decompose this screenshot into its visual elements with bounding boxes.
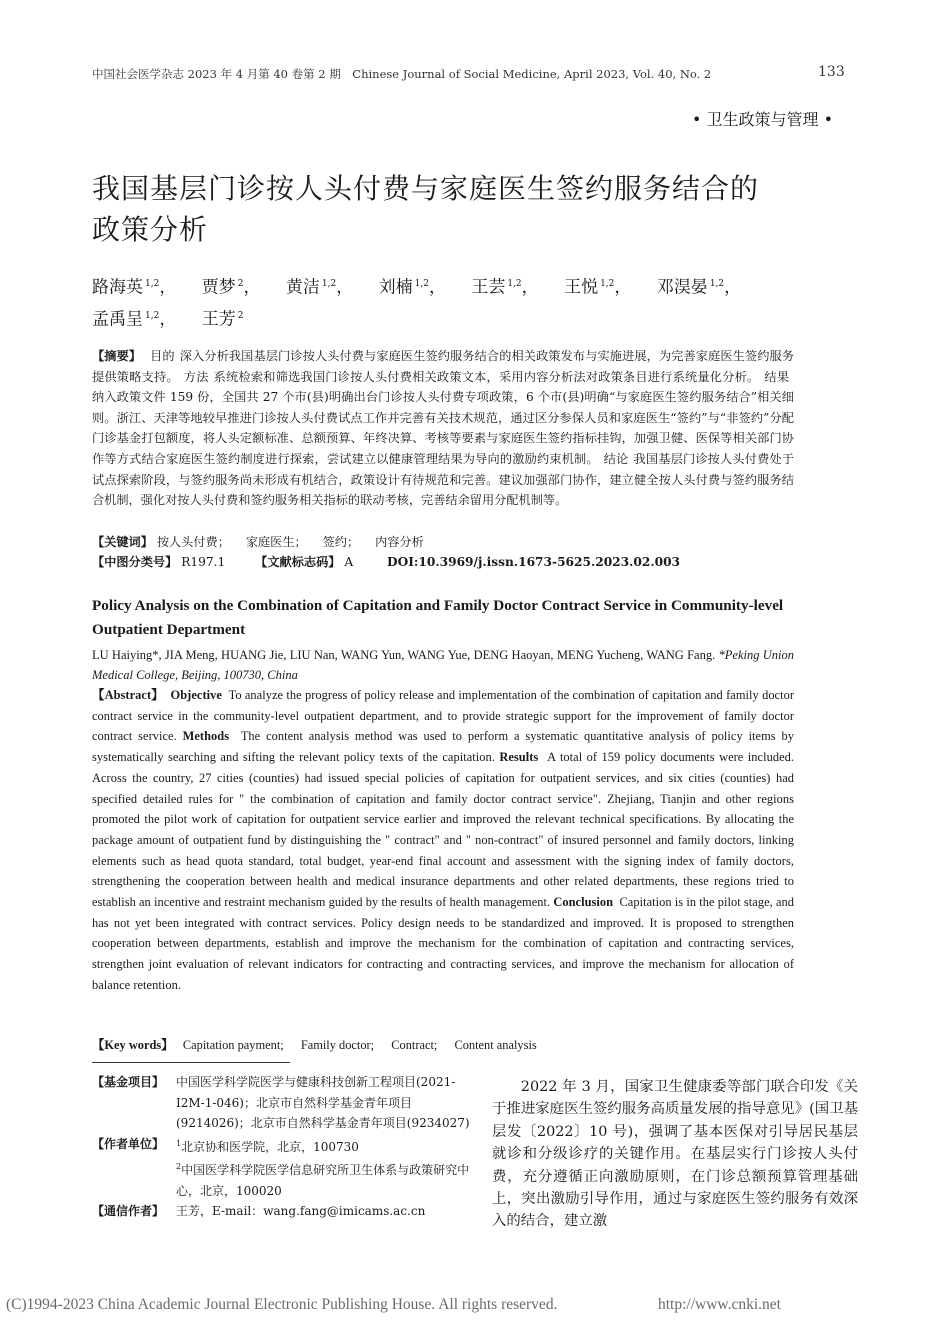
author: 路海英 $^{1,2}$， [92, 277, 177, 298]
cnki-link[interactable]: http://www.cnki.net [658, 1296, 781, 1313]
corresponding-author-note: 【通信作者】 王芳，E-mail：wang.fang@imicams.ac.cn [92, 1201, 472, 1222]
copyright-footer [6, 1296, 946, 1314]
abstract-cn: 【摘要】 目的 深入分析我国基层门诊按人头付费与家庭医生签约服务结合的相关政策发布与实施进展，为完善家庭医生签约服务提供策略支持。 方法 系统检索和筛选我国门诊按人头付费相关政策文本，采用内容分析法对政策条目进行系统量化分析。 结果纳入政策文件 159 份，全国共 27 个市(县)明确出台门诊按人头付费专项政策，6 个市(县)明确“与家庭医生签约服务结合”相关细则。浙江、天津等地较早推进门诊按人头付费试点工作并完善有关技术规范，通过区分参保人员和家庭医生“签约”与“非签约”分配门诊基金打包额度，将人头定额标准、总额预算、年终决算、考核等要素与家庭医生签约指标挂钩，加强卫健、医保等相关部门协作等方式结合家庭医生签约制度进行探索，尝试建立以健康管理结果为导向的激励约束机制。 结论 我国基层门诊按人头付费处于试点探索阶段，与签约服务尚未形成有机结合，政策设计有待规范和完善。建议加强部门协作，建立健全按人头付费与签约服务结合机制，强化对按人头付费和签约服务相关指标的联动考核，完善结余留用分配机制等。 [92, 349, 795, 508]
author: 王芸 $^{1,2}$， [471, 277, 539, 298]
copyright-text: (C)1994-2023 China Academic Journal Electronic Publishing House. All rights reserved. [6, 1296, 558, 1313]
page-number: 133 [818, 64, 845, 80]
author: 王悦 $^{1,2}$， [564, 277, 632, 298]
keywords-en: 【Key words】 Capitation payment; Family doctor; Contract; Content analysis [92, 1038, 537, 1052]
section-tag: • 卫生政策与管理 • [692, 110, 834, 129]
article-title-en: Policy Analysis on the Combination of Capitation and Family Doctor Contract Service in Community-level Outpatient Department [92, 597, 784, 638]
title-cn-line-1: 我国基层门诊按人头付费与家庭医生签约服务结合的 [92, 172, 760, 205]
abstract-en: 【Abstract】 Objective To analyze the progress of policy release and implementation of the combination of capitation and family doctor contract service in the community-level outpatient department, and to provide strategic support for the improvement of family doctor contract service. Methods The content analysis method was used to perform a systematic quantitative analysis of policy items by systematically searching and sifting the relevant policy texts of the capitation. Results A total of 159 policy documents were included. Across the country, 27 cities (counties) had issued special policies of capitation for outpatient services, and six cities (counties) had specified detailed rules for " the combination of capitation and family doctor contract service". Zhejiang, Tianjin and other regions promoted the pilot work of capitation for outpatient service earlier and improved the relevant technical specifications. By allocating the package amount of outpatient fund by distinguishing the " contract" and " non-contract" of insured personnel and family doctors, linking elements such as head quota standard, total budget, year-end final account and assessment with the signing index of family doctors, strengthening the cooperation between health and medical insurance departments and other related departments, these regions tried to establish an incentive and restraint mechanism guided by the results of health management. Conclusion Capitation is in the pilot stage, and has not yet been integrated with contract services. Policy design needs to be standardized and improved. It is proposed to strengthen cooperation between departments, establish and improve the mechanism for the combination of capitation and contracting services, strengthen joint evaluation of relevant indicators for contracting and contracting services, and improve the mechanism for allocation of balance retention. [92, 688, 795, 992]
footnote-divider [92, 1062, 290, 1063]
keyword: 按人头付费； [156, 535, 230, 549]
keyword: 家庭医生； [245, 535, 307, 549]
affiliation-en: *Peking Union Medical College, Beijing, 100730, China [92, 648, 794, 682]
keyword: Family doctor; [300, 1038, 375, 1052]
authors-en: LU Haiying*, JIA Meng, HUANG Jie, LIU Nan, WANG Yun, WANG Yue, DENG Haoyan, MENG Yucheng, WANG Fang. *Peking Union Medical College, Beijing, 100730, China [92, 648, 794, 682]
keyword: 签约； [322, 535, 360, 549]
article-title-cn [92, 168, 872, 250]
doi: DOI:10.3969/j.issn.1673-5625.2023.02.003 [387, 555, 681, 569]
corresponding-email: 王芳，E-mail：wang.fang@imicams.ac.cn [176, 1204, 426, 1218]
author: 邓淏晏 $^{1,2}$， [656, 277, 742, 298]
keyword: 内容分析 [375, 535, 424, 549]
author: 孟禹呈 $^{1,2}$， [92, 309, 177, 330]
keywords-cn: 【关键词】 按人头付费； 家庭医生； 签约； 内容分析 [92, 535, 424, 549]
footnotes [92, 1072, 472, 1222]
author-list [92, 270, 862, 333]
author: 王芳 $^2$ [201, 309, 244, 330]
classification-line: 【中图分类号】 R197.1 【文献标志码】 A DOI:10.3969/j.issn.1673-5625.2023.02.003 [92, 555, 681, 569]
author: 黄洁 $^{1,2}$， [285, 277, 354, 298]
body-text: 2022 年 3 月，国家卫生健康委等部门联合印发《关于推进家庭医生签约服务高质量发展的指导意见》(国卫基层发〔2022〕10 号)，强调了基本医保对引导居民基层就诊和分级诊疗的关键作用。在基层实行门诊按人头付费，充分遵循正向激励原则，在门诊总额预算管理基础上，突出激励引导作用，通过与家庭医生签约服务有效深入的结合，建立激 [492, 1079, 858, 1230]
fund-note: 【基金项目】 中国医学科学院医学与健康科技创新工程项目(2021-I2M-1-046)；北京市自然科学基金青年项目(9214026)；北京市自然科学基金青年项目(9234027) [92, 1075, 470, 1130]
abstract-cn-label: 【摘要】 [92, 349, 142, 363]
affiliation-note: 【作者单位】 $^1$北京协和医学院，北京，100730 $^2$中国医学科学院医学信息研究所卫生体系与政策研究中心，北京，100020 [92, 1136, 470, 1198]
keyword: Contract; [391, 1038, 438, 1052]
clc-number: R197.1 [181, 555, 226, 569]
keyword: Capitation payment; [182, 1038, 284, 1052]
running-header: 中国社会医学杂志 2023 年 4 月第 40 卷第 2 期 Chinese Journal of Social Medicine, April 2023, Vol. 40, No. 2 [92, 67, 712, 81]
author: 贾梦 $^2$， [201, 277, 261, 298]
keyword: Content analysis [454, 1038, 537, 1052]
doc-code: A [344, 555, 354, 569]
author: 刘楠 $^{1,2}$， [378, 277, 446, 298]
title-cn-line-2: 政策分析 [92, 213, 209, 246]
